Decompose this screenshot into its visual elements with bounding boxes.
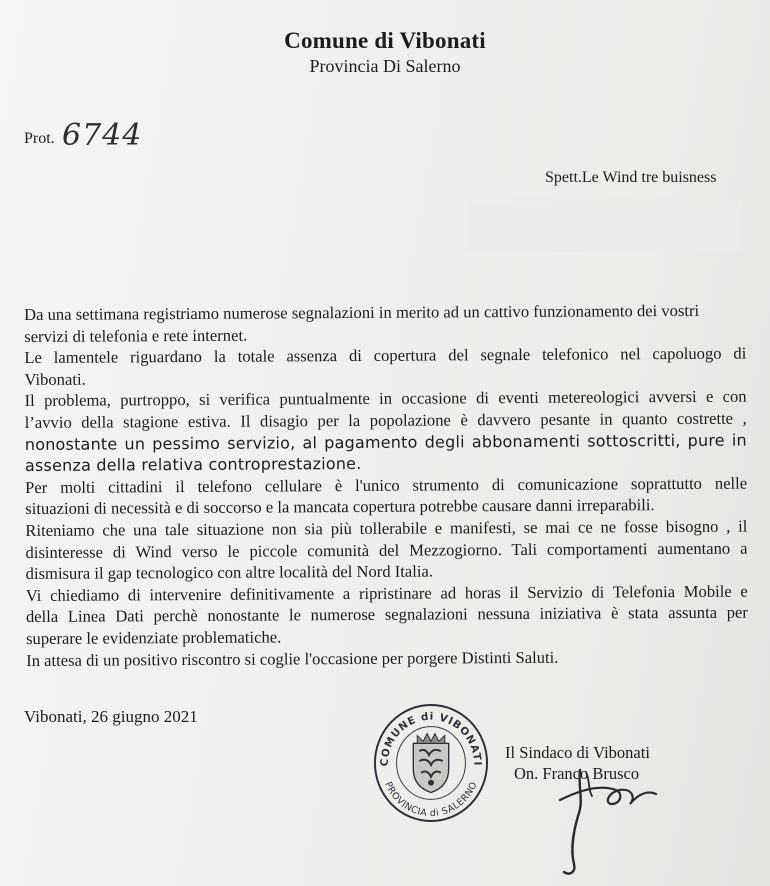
protocol-number-handwritten: 6744 <box>62 118 143 153</box>
body-line: Per molti cittadini il telefono cellulare è l'unico strumento di comunicazione soprattutto nelle <box>25 473 748 497</box>
body-line: l’avvio della stagione estiva. Il disagio per la popolazione è davvero pesante in quanto costrette , <box>24 408 747 432</box>
body-line: Da una settimana registriamo numerose segnalazioni in merito ad un cattivo funzionamento dei vostri <box>24 300 700 324</box>
svg-text:PROVINCIA di SALERNO: PROVINCIA di SALERNO <box>382 780 480 820</box>
body-line: Vi chiediamo di intervenire definitivamente a ripristinare ad horas il Servizio di Telefonia Mobile e <box>25 581 748 605</box>
province-subtitle: Provincia Di Salerno <box>309 56 461 76</box>
body-line: Vibonati. <box>24 369 86 389</box>
municipal-stamp-icon <box>372 700 490 824</box>
body-line: nonostante un pessimo servizio, al pagamento degli abbonamenti sottoscritti, pure in <box>24 430 747 454</box>
body-line: disinteresse di Wind verso le piccole comunità del Mezzogiorno. Tali comportamenti aumentano a <box>25 538 748 562</box>
body-line: In attesa di un positivo riscontro si coglie l'occasione per porgere Distinti Saluti. <box>26 647 559 670</box>
protocol-label: Prot. <box>24 130 55 147</box>
body-line: Le lamentele riguardano la totale assenza di copertura del segnale telefonico nel capoluogo di <box>24 343 747 368</box>
signatory-title: Il Sindaco di Vibonati <box>505 743 650 762</box>
handwritten-signature-icon <box>520 760 680 880</box>
body-line: della Linea Dati perchè nonostante le numerose segnalazioni nessuna iniziativa è stata assunta per <box>25 602 748 627</box>
body-line: Riteniamo che una tale situazione non sia più tollerabile e manifesti, se mai ce ne fosse bisogno , il <box>25 516 748 540</box>
body-line: situazioni di necessità e di soccorso e la mancata copertura potrebbe causare danni irreparabili. <box>25 495 655 519</box>
redacted-area <box>470 200 742 252</box>
body-line: superare le evidenziate problematiche. <box>25 627 282 648</box>
svg-text:COMUNE di VIBONATI: COMUNE di VIBONATI <box>378 710 484 767</box>
signatory-name: On. Franco Brusco <box>514 764 640 783</box>
body-line: assenza della relativa controprestazione. <box>24 454 362 476</box>
municipality-title: Comune di Vibonati <box>284 28 486 53</box>
place-date: Vibonati, 26 giugno 2021 <box>24 707 198 726</box>
body-line: Il problema, purtroppo, si verifica puntualmente in occasione di eventi metereologici avversi e con <box>24 386 747 411</box>
recipient-address: Spett.Le Wind tre buisness <box>545 169 717 186</box>
body-line: dismisura il gap tecnologico con altre località del Nord Italia. <box>25 561 434 584</box>
body-line: servizi di telefonia e rete internet. <box>24 325 248 346</box>
letter-body <box>24 300 748 671</box>
